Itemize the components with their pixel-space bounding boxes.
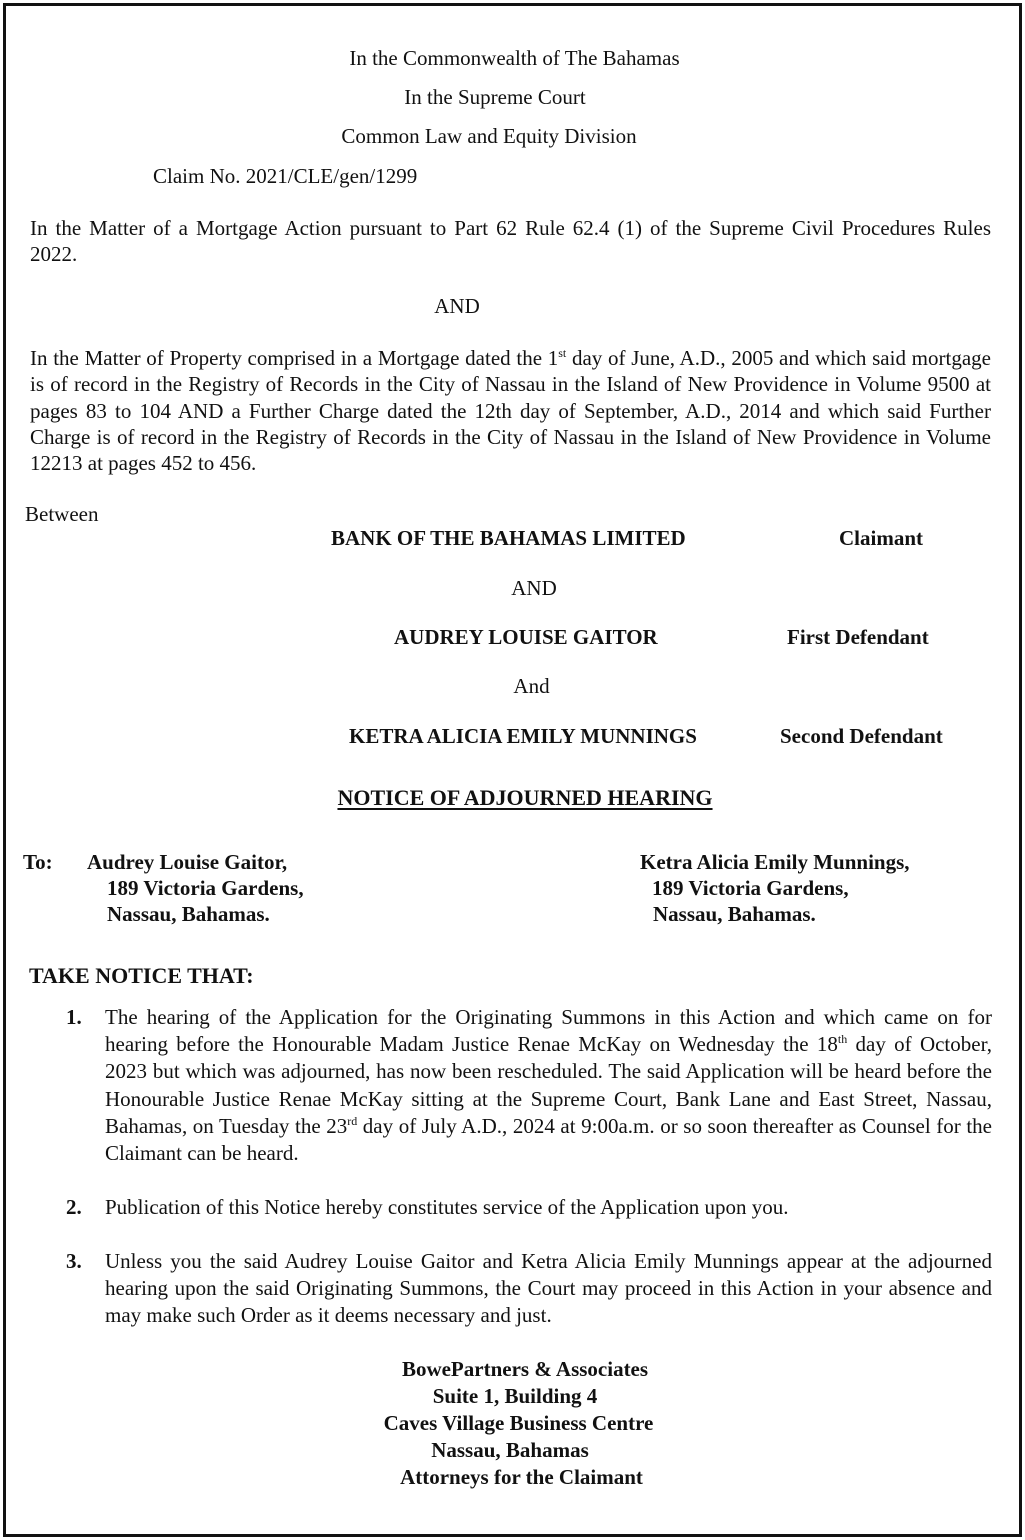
firm-city: Nassau, Bahamas [431, 1438, 589, 1462]
item-1-text [105, 1004, 992, 1167]
addressee-right-name: Ketra Alicia Emily Munnings, [640, 850, 910, 874]
court-name: In the Supreme Court [404, 85, 586, 109]
item-1-part-c: day of July A.D., 2024 at 9:00a.m. or so soon thereafter as Counsel for the Claimant can be heard. [105, 1113, 992, 1166]
ordinal-suffix: th [837, 1032, 848, 1047]
addressee-right-city: Nassau, Bahamas. [653, 902, 816, 926]
parties-and-1: AND [511, 576, 557, 600]
court-jurisdiction: In the Commonwealth of The Bahamas [349, 46, 680, 70]
take-notice-heading: TAKE NOTICE THAT: [29, 963, 254, 988]
second-defendant-role: Second Defendant [780, 724, 943, 748]
claimant-name: BANK OF THE BAHAMAS LIMITED [331, 526, 686, 550]
first-defendant-role: First Defendant [787, 625, 929, 649]
matter-property [30, 345, 991, 476]
and-separator: AND [434, 294, 480, 318]
item-1-part-a: The hearing of the Application for the Originating Summons in this Action and which came on for hearing before the Honourable Madam Justice Renae McKay on Wednesday the 18 [105, 1005, 992, 1057]
firm-centre: Caves Village Business Centre [383, 1411, 654, 1435]
item-3-number: 3. [66, 1249, 82, 1273]
ordinal-suffix: st [558, 346, 567, 360]
firm-suite: Suite 1, Building 4 [432, 1384, 598, 1408]
item-1-part-b: day of October, 2023 but which was adjourned, has now been rescheduled. The said Application will be heard before the Honourable Justice Renae McKay sitting at the Supreme Court, Bank Lane and East Street, Nassau, Bahamas, on Tuesday the 23 [105, 1032, 992, 1138]
notice-title: NOTICE OF ADJOURNED HEARING [337, 785, 713, 810]
matter-property-part2: day of June, A.D., 2005 and which said mortgage is of record in the Registry of Records in the City of Nassau in the Island of New Providence in Volume 9500 at pages 83 to 104 AND a Further Charge dated the 12th day of September, A.D., 2014 and which said Further Charge is of record in the Registry of Records in the City of Nassau in the Island of New Providence in Volume 12213 at pages 452 to 456. [30, 346, 991, 476]
claim-number: Claim No. 2021/CLE/gen/1299 [153, 164, 418, 188]
item-2-text: Publication of this Notice hereby constitutes service of the Application upon you. [105, 1195, 789, 1219]
second-defendant-name: KETRA ALICIA EMILY MUNNINGS [349, 724, 697, 748]
claimant-role: Claimant [839, 526, 923, 550]
addressee-left-city: Nassau, Bahamas. [107, 902, 270, 926]
item-1-number: 1. [66, 1005, 82, 1029]
firm-name: BowePartners & Associates [401, 1357, 649, 1381]
firm-role: Attorneys for the Claimant [400, 1465, 643, 1489]
addressee-left-street: 189 Victoria Gardens, [107, 876, 304, 900]
parties-and-2: And [513, 674, 550, 698]
item-3-text: Unless you the said Audrey Louise Gaitor and Ketra Alicia Emily Munnings appear at the adjourned hearing upon the said Originating Summons, the Court may proceed in this Action in your absence and may make such Order as it deems necessary and just. [105, 1249, 992, 1327]
item-2-number: 2. [66, 1195, 82, 1219]
between-label: Between [25, 502, 99, 526]
to-label: To: [23, 850, 53, 874]
first-defendant-name: AUDREY LOUISE GAITOR [394, 625, 658, 649]
addressee-right-street: 189 Victoria Gardens, [652, 876, 849, 900]
addressee-left-name: Audrey Louise Gaitor, [87, 850, 288, 874]
matter-property-part1: In the Matter of Property comprised in a Mortgage dated the 1 [30, 346, 559, 370]
ordinal-suffix: rd [347, 1113, 358, 1128]
matter-mortgage-action: In the Matter of a Mortgage Action pursuant to Part 62 Rule 62.4 (1) of the Supreme Civil Procedures Rules 2022. [30, 216, 991, 267]
court-division: Common Law and Equity Division [341, 124, 637, 148]
